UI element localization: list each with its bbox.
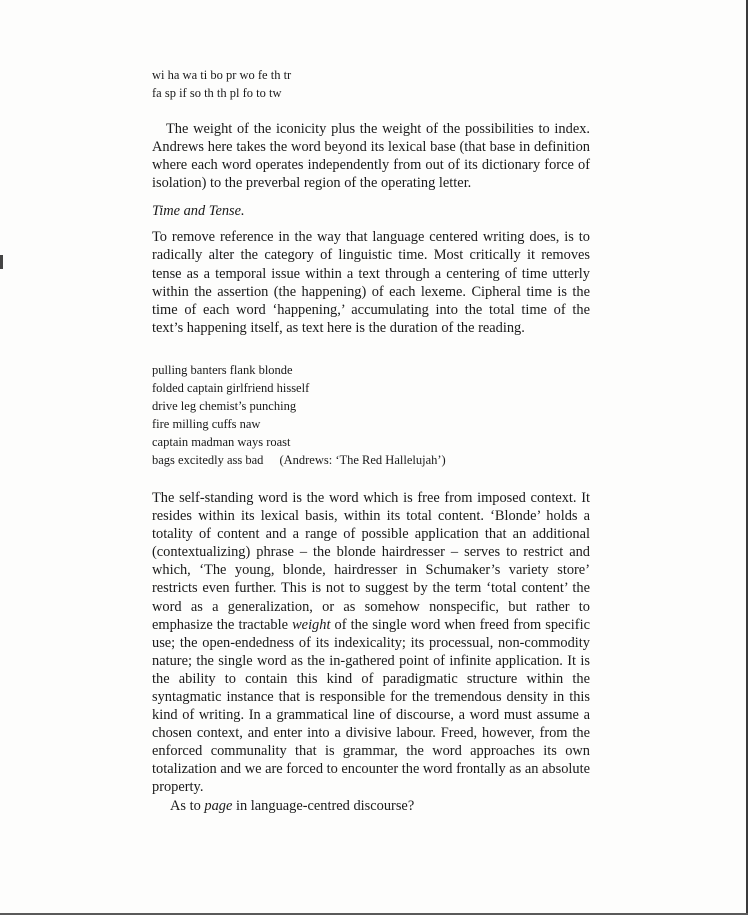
poem-line: wi ha wa ti bo pr wo fe th tr: [152, 68, 292, 82]
paragraph-text: in language-centred discourse?: [236, 797, 415, 814]
poem-excerpt-top: [152, 66, 590, 102]
poem-line: fire milling cuffs naw: [152, 416, 261, 431]
poem-line: captain madman ways roast: [152, 434, 291, 449]
paragraph-iconicity: The weight of the iconicity plus the weight of the possibilities to index. Andrews here takes the word beyond its lexical base (that base in definition where each word operates independently from out of its dictionary force of isolation) to the preverbal region of the operating letter.: [152, 121, 590, 192]
paragraph-text: of the single word when freed from specific use; the open-endedness of its indexicality; its processual, non-commodity nature; the single word as the in-gathered point of infinite application. It is the ability to contain this kind of paradigmatic structure within the syntagmatic instance that is responsible for the tremendous density in this kind of writing. In a grammatical line of discourse, a word must assume a chosen context, and enter into a divisive labour. Freed, however, from the enforced communality that is grammar, the word approaches its own totalization and we are forced to encounter the word frontally as an absolute property.: [152, 616, 590, 796]
section-heading: Time and Tense.: [152, 203, 245, 220]
paragraph-time: To remove reference in the way that language centered writing does, is to radically alter the category of linguistic time. Most critically it removes tense as a temporal issue within a text through a centering of time utterly within the assertion (the happening) of each lexeme. Cipheral time is the time of each word ‘happening,’ accumulating into the total time of the text’s happening itself, as text here is the duration of the reading.: [152, 229, 590, 336]
poem-excerpt-middle: [152, 361, 590, 469]
poem-line-with-attribution: [152, 451, 590, 469]
poem-line: folded captain girlfriend hisself: [152, 380, 310, 395]
paragraph-self-standing-word: [152, 489, 590, 797]
poem-line: bags excitedly ass bad: [152, 452, 264, 467]
emphasis-page: page: [204, 797, 233, 814]
paragraph-text: The self-standing word is the word which is free from imposed context. It resides within its lexical basis, within its total content. ‘Blonde’ holds a totality of content and a range of possible application that an additional (contextualizing) phrase – the blonde hairdresser – serves to restrict and which, ‘The young, blonde, hairdresser in Schumaker’s variety store’ restricts even further. This is not to suggest by the term ‘total content’ the word as a generalization, or as somehow nonspecific, but rather to emphasize the tractable: [152, 489, 590, 633]
paragraph-page-question: [152, 797, 590, 815]
page-content: [152, 66, 590, 815]
poem-line: drive leg chemist’s punching: [152, 398, 297, 413]
paragraph-text: As to: [170, 797, 201, 814]
scan-mark-left: [0, 255, 3, 269]
poem-attribution: (Andrews: ‘The Red Hallelujah’): [279, 452, 446, 467]
emphasis-weight: weight: [292, 616, 331, 633]
poem-line: fa sp if so th th pl fo to tw: [152, 86, 282, 100]
poem-line: pulling banters flank blonde: [152, 362, 293, 377]
